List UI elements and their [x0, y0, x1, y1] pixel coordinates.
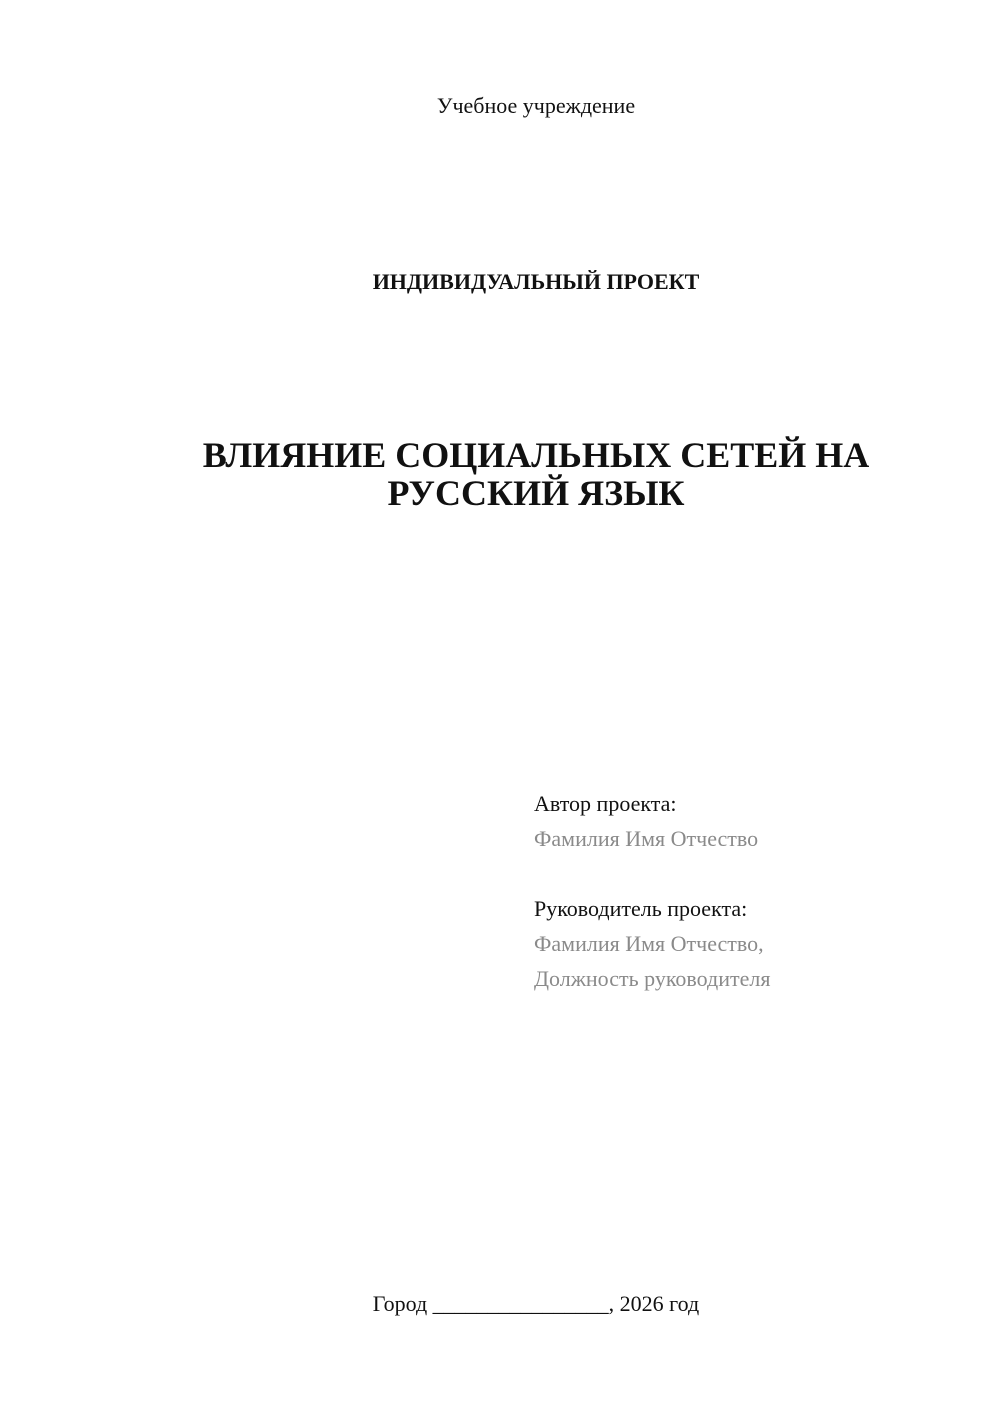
author-name: Фамилия Имя Отчество [534, 826, 759, 851]
project-title-line-2: РУССКИЙ ЯЗЫК [387, 473, 685, 513]
supervisor-label: Руководитель проекта: [534, 896, 748, 921]
project-title [0, 436, 1000, 512]
project-title-line-1: ВЛИЯНИЕ СОЦИАЛЬНЫХ СЕТЕЙ НА [202, 435, 870, 475]
institution-name: Учебное учреждение [436, 93, 636, 118]
author-label: Автор проекта: [534, 791, 677, 816]
supervisor-position: Должность руководителя [534, 966, 771, 991]
supervisor-name: Фамилия Имя Отчество, [534, 931, 764, 956]
info-spacer [534, 856, 974, 891]
project-info-block [534, 786, 974, 996]
document-type: ИНДИВИДУАЛЬНЫЙ ПРОЕКТ [372, 269, 700, 294]
city-year-line: Город ________________, 2026 год [372, 1291, 700, 1316]
